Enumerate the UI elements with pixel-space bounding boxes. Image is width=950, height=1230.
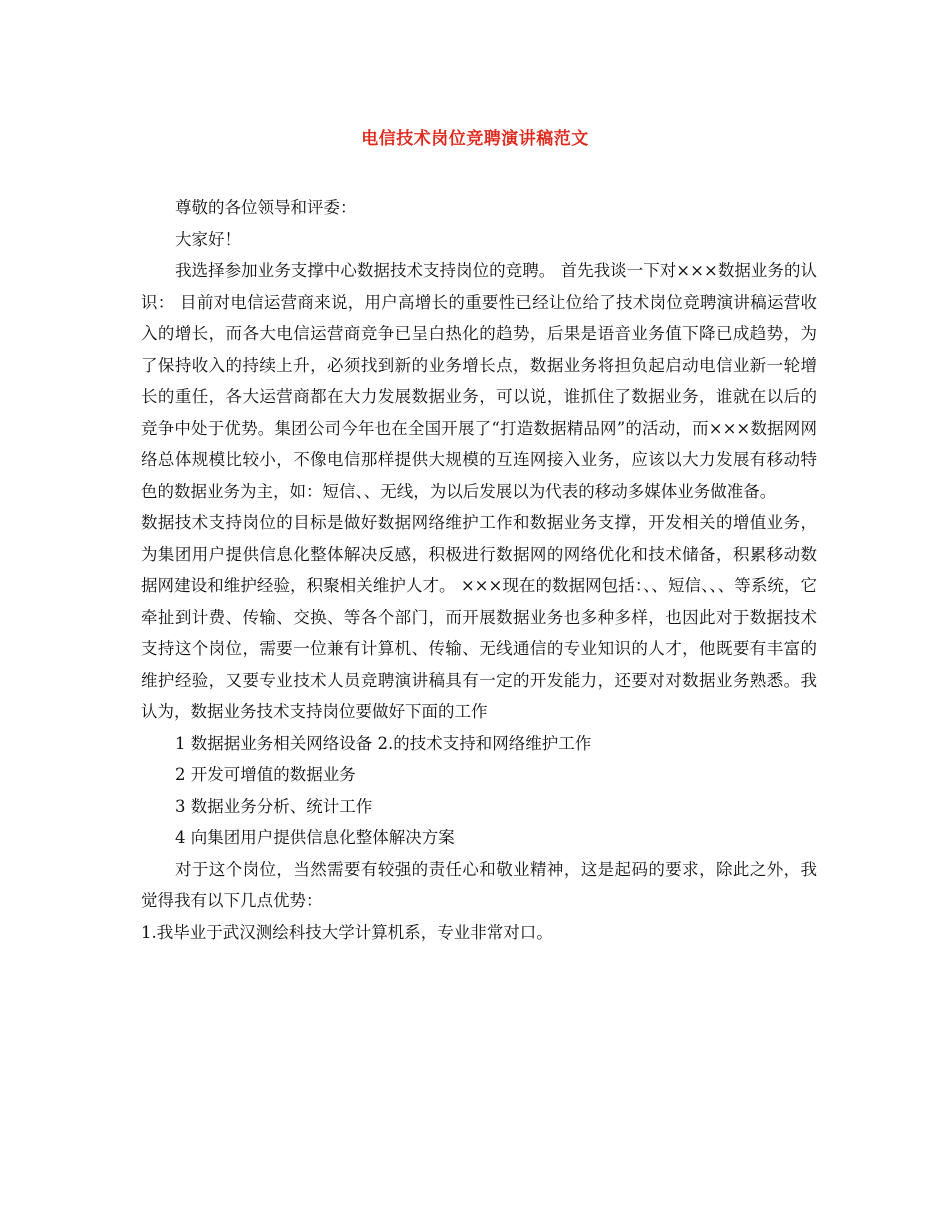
document-title: 电信技术岗位竞聘演讲稿范文 (361, 129, 589, 149)
paragraph-goals: 数据技术支持岗位的目标是做好数据网络维护工作和数据业务支撑，开发相关的增值业务，为集团用户提供信息化整体解决反感，积极进行数据网的网络优化和技术储备，积累移动数据网建设和维护经验，积聚相关维护人才。 ×××现在的数据网包括：、、短信、、、等系统，它牵扯到计费、传输、交换、等各个部门，而开展数据业务也多种多样，也因此对于数据技术支持这个岗位，需要一位兼有计算机、传输、无线通信的专业知识的人才，他既要有丰富的维护经验，又要专业技术人员竞聘演讲稿具有一定的开发能力，还要对对数据业务熟悉。我认为，数据业务技术支持岗位要做好下面的工作 (141, 513, 817, 721)
greeting: 大家好！ (175, 229, 241, 249)
salutation: 尊敬的各位领导和评委： (175, 198, 357, 217)
list-item-3: 3 数据业务分析、统计工作 (175, 796, 373, 816)
paragraph-advantages: 对于这个岗位，当然需要有较强的责任心和敬业精神，这是起码的要求，除此之外，我觉得我有以下几点优势： (141, 859, 817, 910)
advantage-item-1: 1.我毕业于武汉测绘科技大学计算机系，专业非常对口。 (141, 922, 553, 942)
paragraph-intro: 我选择参加业务支撑中心数据技术支持岗位的竞聘。 首先我谈一下对×××数据业务的认识： 目前对电信运营商来说，用户高增长的重要性已经让位给了技术岗位竞聘演讲稿运营收入的增长，而各大电信运营商竞争已呈白热化的趋势，后果是语音业务值下降已成趋势，为了保持收入的持续上升，必须找到新的业务增长点，数据业务将担负起启动电信业新一轮增长的重任，各大运营商都在大力发展数据业务，可以说，谁抓住了数据业务，谁就在以后的竞争中处于优势。集团公司今年也在全国开展了“打造数据精品网”的活动，而×××数据网网络总体规模比较小，不像电信那样提供大规模的互连网接入业务，应该以大力发展有移动特色的数据业务为主，如：短信、、无线，为以后发展以为代表的移动多媒体业务做准备。 (141, 261, 817, 501)
list-item-4: 4 向集团用户提供信息化整体解决方案 (175, 828, 455, 847)
document-body (141, 192, 817, 948)
list-item-1: 1 数据据业务相关网络设备 2.的技术支持和网络维护工作 (175, 733, 592, 753)
list-item-2: 2 开发可增值的数据业务 (175, 765, 356, 784)
